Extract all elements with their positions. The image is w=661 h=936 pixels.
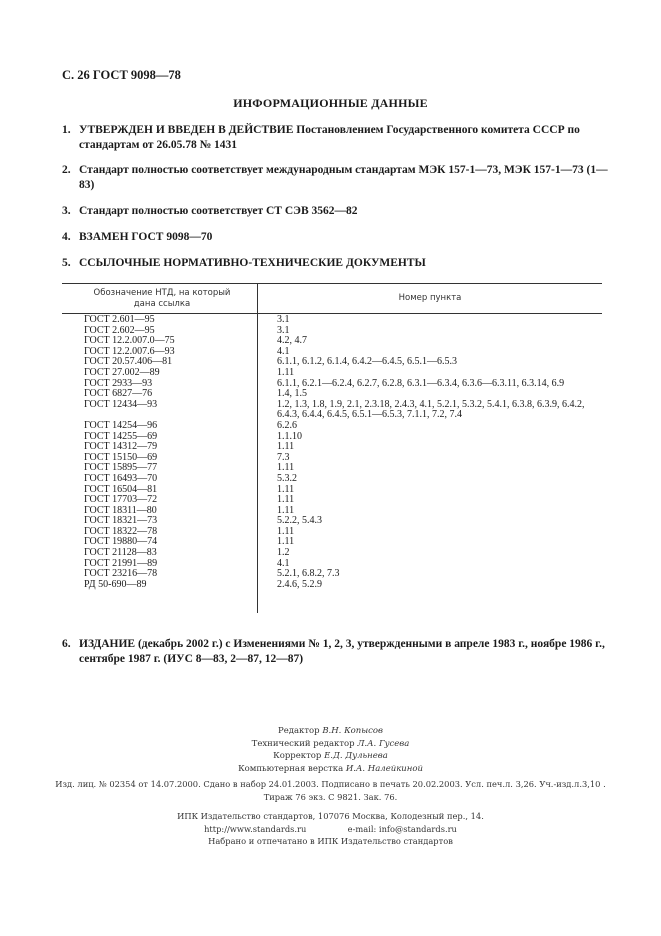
table-cell-clause: 1.11 <box>277 525 295 537</box>
table-header-clause: Номер пункта <box>398 293 462 303</box>
credit-person: Е.Д. Дульнева <box>324 751 388 761</box>
table-cell-document: ГОСТ 20.57.406—81 <box>84 356 173 368</box>
table-top-rule <box>62 283 602 284</box>
table-cell-document: ГОСТ 17703—72 <box>84 494 158 506</box>
section-1 <box>62 123 612 153</box>
publisher-website-link[interactable]: http://www.standards.ru <box>204 823 307 834</box>
section-text: Стандарт полностью соответствует международным стандартам МЭК 157-1—73, МЭК 157-1—73 (1—83) <box>79 164 608 191</box>
publisher-address: ИПК Издательство стандартов, 107076 Москва, Колодезный пер., 14. <box>177 811 484 821</box>
table-cell-document: ГОСТ 12.2.007.0—75 <box>84 335 175 347</box>
table-cell-document: ГОСТ 12.2.007.6—93 <box>84 345 175 357</box>
table-cell-clause: 3.1 <box>277 314 290 325</box>
section-5 <box>62 256 612 271</box>
table-cell-clause: 1.11 <box>277 462 295 474</box>
credit-proofreader <box>0 750 661 763</box>
table-row <box>62 315 602 326</box>
table-cell-document: ГОСТ 16493—70 <box>84 472 158 484</box>
section-6 <box>62 637 612 667</box>
table-cell-document: ГОСТ 23216—78 <box>84 568 158 580</box>
section-number: 6. <box>62 638 71 650</box>
table-cell-clause: 1.11 <box>277 483 295 495</box>
table-cell-clause: 1.1.10 <box>277 430 302 442</box>
credit-role: Редактор <box>277 726 320 736</box>
credit-editor <box>0 725 661 738</box>
table-cell-document: ГОСТ 18311—80 <box>84 504 157 516</box>
table-cell-clause: 5.2.2, 5.4.3 <box>277 515 322 527</box>
table-cell-document: ГОСТ 19880—74 <box>84 536 158 548</box>
table-cell-document: ГОСТ 16504—81 <box>84 483 158 495</box>
page-header: С. 26 ГОСТ 9098—78 <box>62 68 181 82</box>
table-body <box>62 315 602 590</box>
section-text: ССЫЛОЧНЫЕ НОРМАТИВНО-ТЕХНИЧЕСКИЕ ДОКУМЕНТЫ <box>79 257 426 269</box>
table-row <box>62 368 602 379</box>
section-3 <box>62 204 612 219</box>
table-cell-clause: 4.2, 4.7 <box>277 335 307 347</box>
credit-role: Компьютерная верстка <box>238 763 344 774</box>
table-row <box>62 421 602 432</box>
table-cell-document: ГОСТ 18322—78 <box>84 525 158 537</box>
section-number: 5. <box>62 257 71 269</box>
section-text: ИЗДАНИЕ (декабрь 2002 г.) с Изменениями № 1, 2, 3, утвержденными в апреле 1983 г., ноябре 1986 г., сентябре 1987 г. (ИУС 8—83, 2—87, 12—87) <box>79 638 605 665</box>
table-cell-clause: 2.4.6, 5.2.9 <box>277 578 322 590</box>
table-cell-document: ГОСТ 15895—77 <box>84 462 158 474</box>
section-number: 3. <box>62 205 71 217</box>
table-cell-document: ГОСТ 14254—96 <box>84 419 158 431</box>
publisher-printed-by: Набрано и отпечатано в ИПК Издательство стандартов <box>208 836 453 846</box>
table-cell-document: ГОСТ 14255—69 <box>84 430 158 442</box>
table-cell-document: ГОСТ 2.602—95 <box>84 324 155 336</box>
section-4 <box>62 230 612 245</box>
imprint-line-1: Изд. лиц. № 02354 от 14.07.2000. Сдано в набор 24.01.2003. Подписано в печать 20.02.2003. Усл. печ.л. 3,26. Уч.-изд.л.3,10 . <box>55 779 606 789</box>
table-cell-clause: 1.11 <box>277 441 295 453</box>
table-cell-clause: 5.3.2 <box>277 472 297 484</box>
credit-layout <box>0 763 661 776</box>
section-text: УТВЕРЖДЕН И ВВЕДЕН В ДЕЙСТВИЕ Постановлением Государственного комитета СССР по стандартам от 26.05.78 № 1431 <box>79 124 580 151</box>
table-cell-clause: 1.11 <box>277 366 295 378</box>
publisher-block <box>0 810 661 848</box>
table-cell-document: ГОСТ 21991—89 <box>84 557 158 569</box>
credit-tech-editor <box>0 738 661 751</box>
table-cell-document: ГОСТ 12434—93 <box>84 398 158 410</box>
credits-block <box>0 725 661 775</box>
table-cell-document: РД 50-690—89 <box>84 578 147 590</box>
table-cell-clause: 3.1 <box>277 324 290 336</box>
table-row <box>62 580 602 591</box>
table-cell-clause: 5.2.1, 6.8.2, 7.3 <box>277 568 340 580</box>
table-cell-clause: 6.1.1, 6.1.2, 6.1.4, 6.4.2—6.4.5, 6.5.1—6.5.3 <box>277 356 457 368</box>
publisher-email-link[interactable]: e-mail: info@standards.ru <box>347 823 457 834</box>
table-cell-clause: 4.1 <box>277 557 290 569</box>
table-cell-clause: 6.1.1, 6.2.1—6.2.4, 6.2.7, 6.2.8, 6.3.1—6.3.4, 6.3.6—6.3.11, 6.3.14, 6.9 <box>277 377 565 389</box>
table-cell-document: ГОСТ 14312—79 <box>84 441 158 453</box>
section-number: 2. <box>62 164 71 176</box>
table-cell-document: ГОСТ 2.601—95 <box>84 314 155 325</box>
section-number: 4. <box>62 231 71 243</box>
credit-person: И.А. Налейкиной <box>345 763 423 774</box>
table-cell-clause: 1.4, 1.5 <box>277 388 307 400</box>
section-2 <box>62 163 612 193</box>
table-cell-clause: 1.2, 1.3, 1.8, 1.9, 2.1, 2.3.18, 2.4.3, 4.1, 5.2.1, 5.3.2, 5.4.1, 6.3.8, 6.3.9, 6.4.2, 6.4.3, 6.4.4, 6.4.5, 6.5.1—6.5.3, 7.1.1, 7.2, 7.4 <box>277 398 585 421</box>
table-cell-clause: 1.2 <box>277 547 290 559</box>
table-cell-document: ГОСТ 27.002—89 <box>84 366 160 378</box>
table-row <box>62 474 602 485</box>
imprint-block <box>0 778 661 803</box>
table-cell-clause: 6.2.6 <box>277 419 297 431</box>
credit-person: В.Н. Копысов <box>322 726 383 736</box>
table-cell-clause: 1.11 <box>277 536 295 548</box>
table-row <box>62 400 602 421</box>
section-number: 1. <box>62 124 71 136</box>
publisher-contacts <box>0 823 661 836</box>
section-text: Стандарт полностью соответствует СТ СЭВ 3562—82 <box>79 205 358 217</box>
credit-person: Л.А. Гусева <box>357 738 410 749</box>
imprint-line-2: Тираж 76 экз. С 9821. Зак. 76. <box>263 791 398 802</box>
table-cell-document: ГОСТ 2933—93 <box>84 377 153 389</box>
table-cell-document: ГОСТ 21128—83 <box>84 547 157 559</box>
table-cell-clause: 4.1 <box>277 345 290 357</box>
table-header-document: Обозначение НТД, на который дана ссылка <box>93 288 231 309</box>
table-cell-document: ГОСТ 18321—73 <box>84 515 158 527</box>
table-cell-clause: 1.11 <box>277 504 295 516</box>
section-text: ВЗАМЕН ГОСТ 9098—70 <box>79 231 213 243</box>
table-cell-clause: 1.11 <box>277 494 295 506</box>
table-cell-document: ГОСТ 6827—76 <box>84 388 153 400</box>
table-cell-document: ГОСТ 15150—69 <box>84 451 158 463</box>
table-cell-clause: 7.3 <box>277 451 290 463</box>
credit-role: Корректор <box>273 751 322 761</box>
page-title: ИНФОРМАЦИОННЫЕ ДАННЫЕ <box>233 96 428 110</box>
credit-role: Технический редактор <box>251 738 355 749</box>
